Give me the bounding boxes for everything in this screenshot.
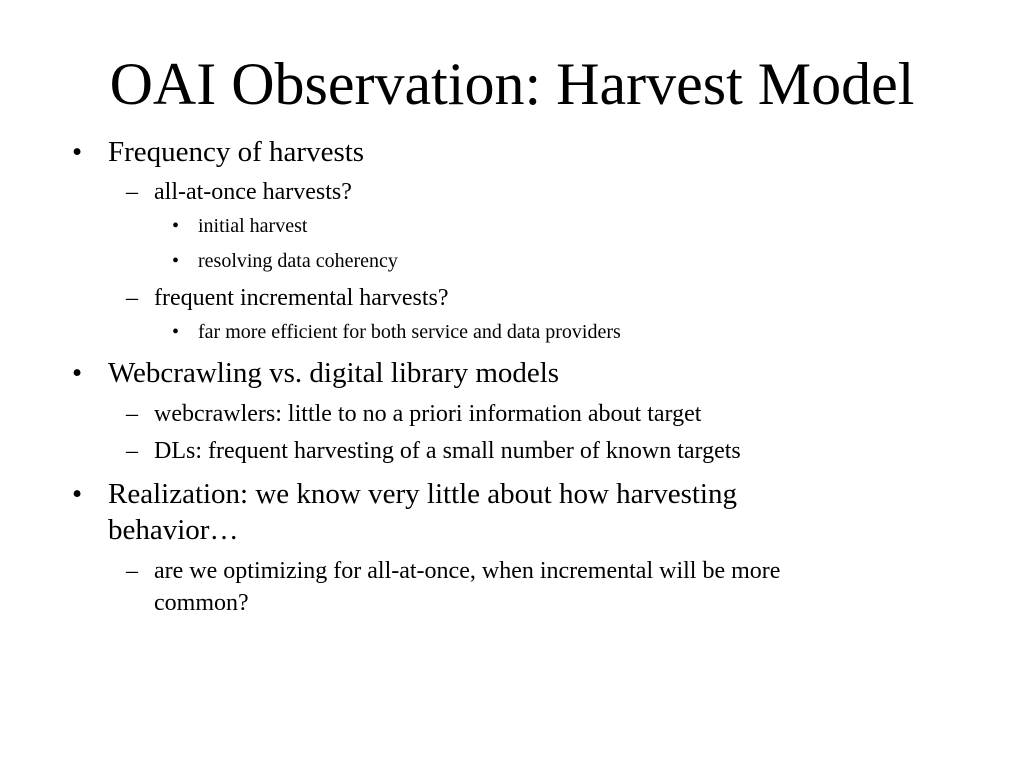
dash-marker: – (126, 438, 138, 464)
bullet-text: Frequency of harvests (108, 136, 365, 168)
subbullet-text: are we optimizing for all-at-once, when incremental will be more (154, 558, 781, 584)
subbullet-text: frequent incremental harvests? (154, 285, 449, 311)
dash-marker: – (126, 401, 138, 427)
dash-marker: – (126, 285, 138, 311)
subsubbullet-text: far more efficient for both service and data providers (198, 321, 621, 343)
bullet-text: Webcrawling vs. digital library models (108, 357, 560, 389)
bullet-marker: • (72, 136, 83, 168)
bullet-marker: • (172, 250, 180, 272)
subbullet-text: DLs: frequent harvesting of a small number of known targets (154, 438, 741, 464)
subsubbullet-text: resolving data coherency (198, 250, 398, 272)
bullet-text: Realization: we know very little about how harvesting (108, 478, 737, 510)
dash-marker: – (126, 179, 138, 205)
bullet-marker: • (72, 357, 83, 389)
subbullet-text: webcrawlers: little to no a priori information about target (154, 401, 702, 427)
bullet-text-continued: behavior… (108, 514, 239, 546)
dash-marker: – (126, 558, 138, 584)
slide-title: OAI Observation: Harvest Model (109, 51, 915, 117)
subbullet-text: all-at-once harvests? (154, 179, 352, 205)
bullet-marker: • (72, 478, 83, 510)
subbullet-text-continued: common? (154, 590, 249, 616)
bullet-marker: • (172, 321, 180, 343)
bullet-marker: • (172, 215, 180, 237)
subsubbullet-text: initial harvest (198, 215, 308, 237)
